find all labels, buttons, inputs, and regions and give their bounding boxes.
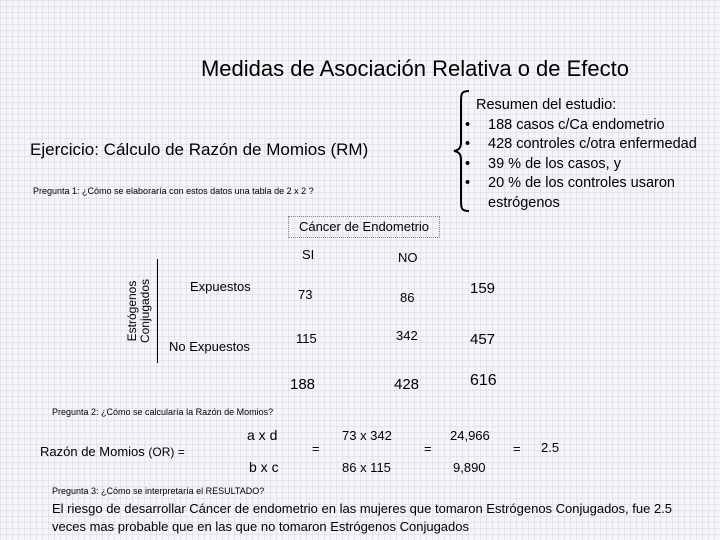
row-total-unexposed: 457 — [470, 331, 496, 348]
exposure-label-line-2: Conjugados — [138, 278, 152, 344]
study-summary — [458, 96, 697, 213]
summary-item: • 188 casos c/Ca endometrio — [458, 116, 697, 136]
column-header-yes: SI — [302, 247, 315, 262]
odds-ratio-result: 2.5 — [541, 440, 560, 455]
conclusion-text: El riesgo de desarrollar Cáncer de endometrio en las mujeres que tomaron Estrógenos Conjugados, fue 2.5 veces mas probable que en las que no tomaron Estrógenos Conjugados — [52, 501, 673, 534]
question-3: Pregunta 3: ¿Cómo se interpretaría el RESULTADO? — [52, 486, 265, 496]
numerator-result: 24,966 — [450, 428, 490, 443]
row-label-unexposed: No Expuestos — [169, 339, 250, 354]
slide-title: Medidas de Asociación Relativa o de Efecto — [200, 56, 630, 81]
cell-c: 115 — [296, 331, 317, 346]
summary-item: • 20 % de los controles usaron — [458, 174, 697, 194]
formula-denominator: b x c — [249, 459, 279, 475]
equals-sign-3: = — [513, 441, 521, 456]
question-2: Pregunta 2: ¿Cómo se calcularía la Razón de Momios? — [52, 407, 274, 417]
outcome-label: Cáncer de Endometrio — [288, 216, 440, 238]
column-total-yes: 188 — [290, 376, 316, 393]
exposure-label-line-1: Estrógenos — [125, 280, 139, 342]
cell-d: 342 — [396, 328, 418, 343]
column-total-no: 428 — [394, 376, 420, 393]
denominator-result: 9,890 — [453, 460, 486, 475]
odds-ratio-label-text: Razón de Momios — [40, 444, 145, 459]
summary-list — [458, 116, 697, 194]
odds-ratio-label — [40, 444, 185, 459]
denominator-values: 86 x 115 — [342, 460, 391, 475]
odds-ratio-label-small: (OR) = — [148, 445, 185, 459]
formula-numerator: a x d — [247, 427, 278, 443]
grand-total: 616 — [470, 372, 497, 389]
cell-a: 73 — [298, 287, 313, 302]
row-label-exposed: Expuestos — [190, 279, 251, 294]
summary-item: • 39 % de los casos, y — [458, 155, 697, 175]
row-total-exposed: 159 — [470, 280, 496, 297]
equals-sign-2: = — [424, 441, 432, 456]
column-header-no: NO — [398, 250, 418, 265]
numerator-values: 73 x 342 — [342, 428, 392, 443]
cell-b: 86 — [400, 290, 415, 305]
summary-item: • 428 controles c/otra enfermedad — [458, 135, 697, 155]
exposure-label — [121, 259, 158, 363]
equals-sign-1: = — [312, 441, 320, 456]
summary-item-continuation: estrógenos — [488, 194, 560, 211]
summary-heading: Resumen del estudio: — [476, 97, 617, 113]
exercise-heading: Ejercicio: Cálculo de Razón de Momios (RM) — [30, 140, 369, 159]
question-1: Pregunta 1: ¿Cómo se elaboraría con estos datos una tabla de 2 x 2 ? — [33, 186, 314, 196]
